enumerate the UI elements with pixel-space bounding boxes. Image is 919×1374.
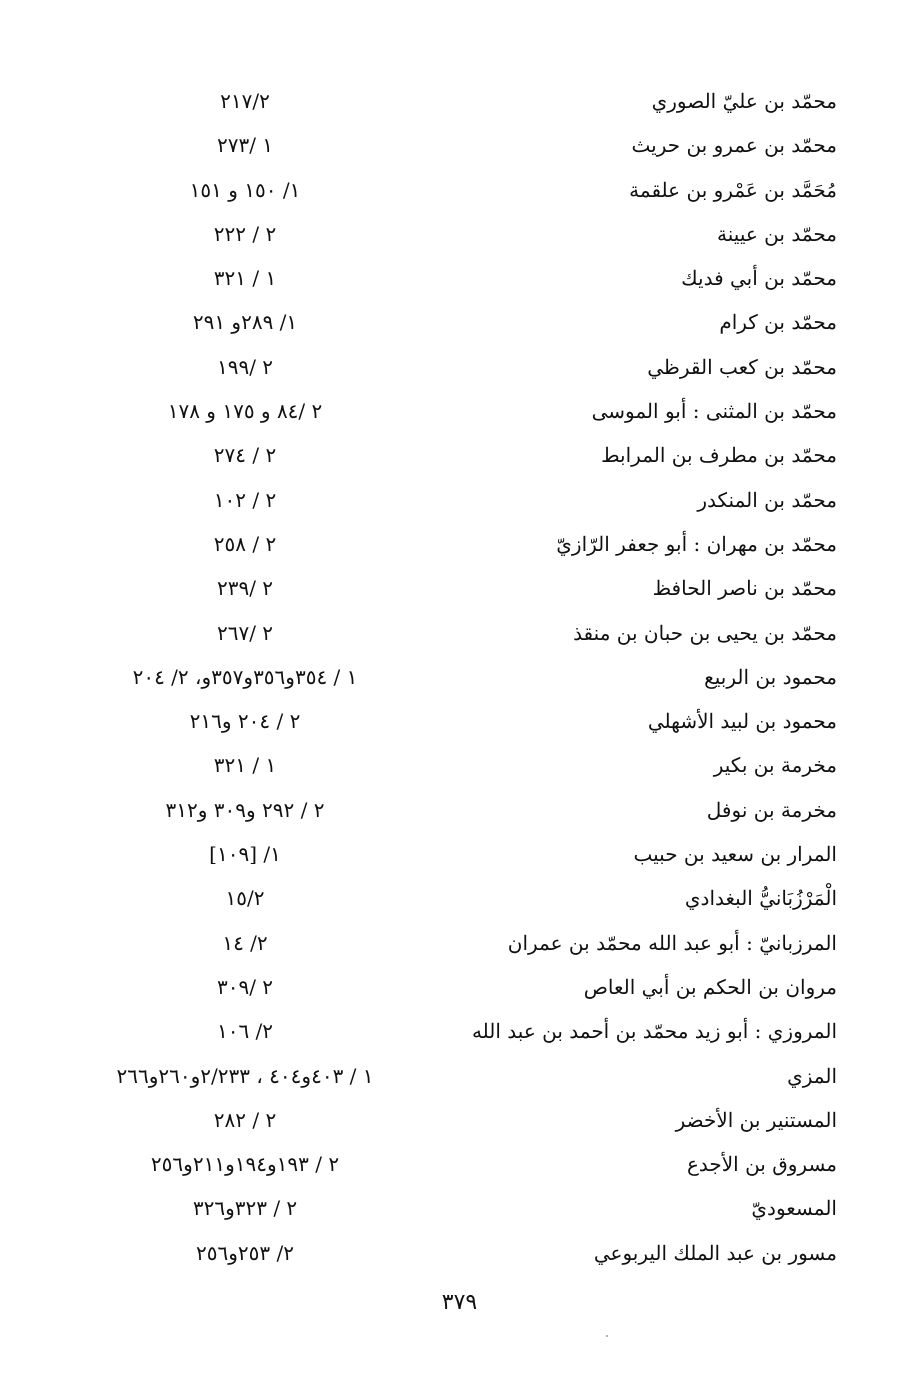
index-entry (0, 213, 919, 257)
entry-name: المرار بن سعيد بن حبيب (633, 842, 837, 867)
index-entry (0, 1143, 919, 1187)
index-entry (0, 922, 919, 966)
scan-speck (606, 1335, 608, 1337)
entry-name: المزي (787, 1063, 837, 1088)
entry-references: ٢ / ٢٥٨ (213, 531, 277, 556)
entry-name: المروزي : أبو زيد محمّد بن أحمد بن عبد الله (471, 1019, 837, 1044)
index-entry (0, 124, 919, 168)
entry-references: ١/ [١٠٩] (209, 842, 281, 867)
entry-references: ١٥/٢ (225, 886, 265, 911)
entry-references: ٢ / ٢٢٢ (213, 221, 277, 246)
index-entry (0, 301, 919, 345)
entry-name: محمّد بن أبي فديك (681, 266, 837, 291)
entry-name: مخرمة بن نوفل (706, 797, 837, 822)
index-entry (0, 567, 919, 611)
entry-references: ١ / ٤٠٣و٤٠٤ ، ٢/٢٣٣و٢٦٠و٢٦٦ (116, 1063, 374, 1088)
entry-name: مُحَمَّد بن عَمْرو بن علقمة (629, 177, 837, 202)
entry-name: محمّد بن عيينة (717, 221, 837, 246)
index-entry (0, 1010, 919, 1054)
entry-name: مروان بن الحكم بن أبي العاص (583, 974, 837, 999)
entry-references: ٢ /٣٠٩ (216, 974, 274, 999)
index-entry (0, 877, 919, 921)
index-entry (0, 1187, 919, 1231)
entry-references: ٢١٧/٢ (220, 89, 270, 113)
index-entry (0, 523, 919, 567)
entry-name: محمّد بن كرام (719, 310, 837, 335)
index-entry (0, 833, 919, 877)
index-entry (0, 80, 919, 124)
entry-name: محمّد بن مهران : أبو جعفر الرّازيّ (556, 531, 837, 556)
entry-name: مسروق بن الأجدع (686, 1152, 837, 1177)
index-entry (0, 966, 919, 1010)
entry-name: محمّد بن مطرف بن المرابط (601, 443, 837, 468)
index-entry (0, 434, 919, 478)
entry-name: محمّد بن عليّ الصوري (651, 89, 837, 113)
page-number: ٣٧٩ (441, 1290, 478, 1315)
index-entry (0, 1232, 919, 1276)
entry-references: ٢ /٢٦٧ (216, 620, 274, 645)
entry-name: محمّد بن المثنى : أبو الموسى (591, 399, 837, 424)
index-entry (0, 479, 919, 523)
entry-references: ٢ / ٢٠٤ و٢١٦ (189, 709, 301, 734)
index-entry (0, 390, 919, 434)
index-entry (0, 257, 919, 301)
entry-name: محمّد بن عمرو بن حريث (631, 133, 837, 158)
entry-references: ١ / ٣٢١ (213, 753, 277, 778)
entry-references: ١/ ٢٨٩و ٢٩١ (192, 310, 298, 335)
entry-references: ٢ / ١٠٢ (213, 487, 277, 512)
entry-references: ٢/ ٢٥٣و٢٥٦ (196, 1240, 294, 1265)
index-entry (0, 169, 919, 213)
entry-references: ٢ / ٢٧٤ (213, 443, 277, 468)
entry-name: محمّد بن ناصر الحافظ (652, 576, 837, 601)
index-entry (0, 1099, 919, 1143)
entry-name: مسور بن عبد الملك اليربوعي (593, 1240, 837, 1265)
entry-references: ١ /٢٧٣ (216, 133, 274, 158)
index-entry (0, 346, 919, 390)
entry-name: محمود بن لبيد الأشهلي (647, 709, 837, 734)
entry-references: ٢ /٨٤ و ١٧٥ و ١٧٨ (167, 399, 323, 424)
entry-name: المسعوديّ (751, 1196, 837, 1221)
entry-references: ١/ ١٥٠ و ١٥١ (189, 177, 301, 202)
entry-references: ٢ / ٢٩٢ و٣٠٩ و٣١٢ (165, 797, 325, 822)
entry-name: محمّد بن المنكدر (697, 487, 837, 512)
entry-references: ٢ / ٣٢٣و٣٢٦ (192, 1196, 298, 1221)
entry-name: الْمَرْزُبَانيُّ البغدادي (684, 886, 837, 911)
entry-references: ٢ /٢٣٩ (216, 576, 274, 601)
entry-name: مخرمة بن بكير (713, 753, 837, 778)
entry-references: ٢ /١٩٩ (216, 354, 274, 379)
index-entry (0, 656, 919, 700)
entry-references: ٢/ ١٤ (222, 930, 268, 955)
entry-references: ٢ / ٢٨٢ (213, 1107, 277, 1132)
index-entry (0, 789, 919, 833)
index-entry (0, 1055, 919, 1099)
index-entry (0, 744, 919, 788)
entry-references: ٢ / ١٩٣و١٩٤و٢١١و٢٥٦ (150, 1152, 340, 1177)
entry-name: محمود بن الربيع (704, 664, 837, 689)
entry-references: ٢/ ١٠٦ (216, 1019, 274, 1044)
index-entry (0, 700, 919, 744)
index-entry (0, 612, 919, 656)
name-index-list (0, 80, 919, 1276)
entry-references: ١ / ٣٥٤و٣٥٦و٣٥٧و، ٢/ ٢٠٤ (132, 664, 358, 689)
entry-name: المستنير بن الأخضر (675, 1107, 837, 1132)
entry-name: محمّد بن كعب القرظي (647, 354, 837, 379)
entry-references: ١ / ٣٢١ (213, 266, 277, 291)
entry-name: محمّد بن يحيى بن حبان بن منقذ (573, 620, 837, 645)
entry-name: المرزبانيّ : أبو عبد الله محمّد بن عمران (507, 930, 837, 955)
